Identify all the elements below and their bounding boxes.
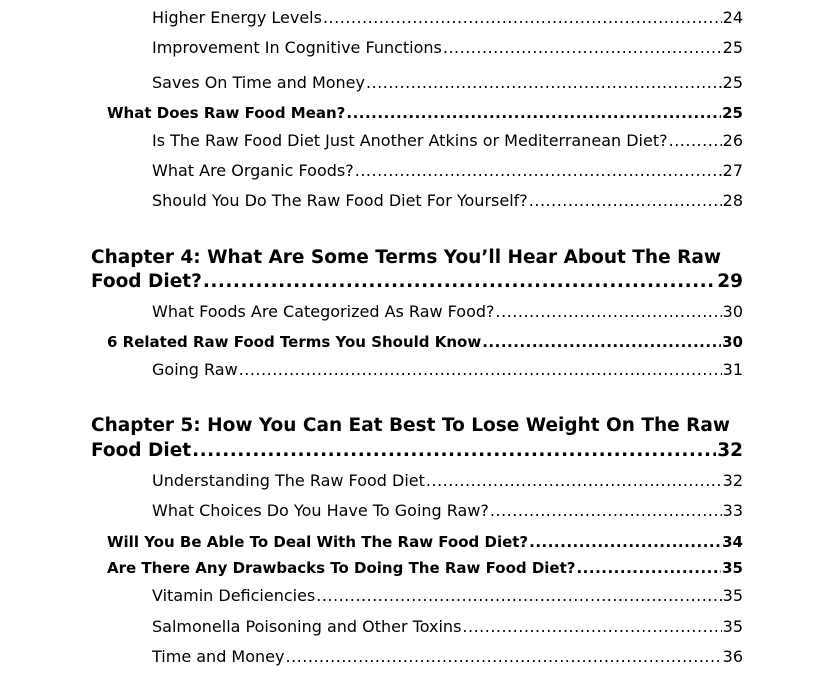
toc-entry-page: 35 (722, 586, 743, 605)
toc-section-page: 35 (722, 559, 743, 577)
toc-entry-page: 26 (722, 131, 743, 150)
toc-entry-title: What Are Organic Foods? (152, 161, 354, 180)
toc-entry-title: Vitamin Deficiencies (152, 586, 316, 605)
toc-chapter[interactable] (91, 439, 743, 463)
toc-entry[interactable] (152, 160, 743, 182)
toc-entry[interactable] (152, 585, 743, 607)
toc-entry-title: What Choices Do You Have To Going Raw? (152, 501, 489, 520)
leader-dots (192, 439, 716, 463)
leader-dots (366, 72, 722, 94)
toc-section-page: 25 (722, 104, 743, 122)
toc-section[interactable] (107, 332, 743, 352)
toc-entry-title: Improvement In Cognitive Functions (152, 38, 442, 57)
leader-dots (285, 646, 721, 668)
leader-dots (529, 190, 722, 212)
toc-section-title: 6 Related Raw Food Terms You Should Know (107, 333, 482, 351)
toc-section-title: Are There Any Drawbacks To Doing The Raw Food Diet? (107, 559, 576, 577)
toc-entry-page: 36 (722, 647, 743, 666)
toc-entry[interactable] (152, 301, 743, 323)
toc-entry[interactable] (152, 190, 743, 212)
toc-entry-page: 25 (722, 73, 743, 92)
toc-section[interactable] (107, 558, 743, 578)
toc-entry-page: 24 (722, 8, 743, 27)
toc-section-title: What Does Raw Food Mean? (107, 104, 346, 122)
leader-dots (529, 532, 721, 552)
leader-dots (443, 37, 722, 59)
toc-entry[interactable] (152, 7, 743, 29)
toc-entry[interactable] (152, 130, 743, 152)
leader-dots (346, 103, 721, 123)
leader-dots (203, 270, 716, 294)
toc-entry[interactable] (152, 616, 743, 638)
chapter-5-title[interactable]: Chapter 5: How You Can Eat Best To Lose Weight On The Raw (91, 415, 730, 436)
leader-dots (316, 585, 721, 607)
toc-entry-title: Higher Energy Levels (152, 8, 322, 27)
toc-entry-page: 25 (722, 38, 743, 57)
toc-section[interactable] (107, 532, 743, 552)
toc-entry-title: Understanding The Raw Food Diet (152, 471, 425, 490)
toc-entry-page: 27 (722, 161, 743, 180)
toc-section-page: 34 (722, 533, 743, 551)
chapter-5-page: 32 (717, 440, 743, 461)
leader-dots (462, 616, 721, 638)
chapter-4-page: 29 (717, 271, 743, 292)
leader-dots (490, 500, 722, 522)
toc-entry[interactable] (152, 37, 743, 59)
toc-entry[interactable] (152, 646, 743, 668)
leader-dots (482, 332, 721, 352)
toc-entry-title: Saves On Time and Money (152, 73, 365, 92)
leader-dots (239, 359, 722, 381)
toc-chapter[interactable] (91, 270, 743, 294)
toc-entry-title: Time and Money (152, 647, 285, 666)
toc-entry-page: 30 (722, 302, 743, 321)
leader-dots (576, 558, 721, 578)
toc-entry-title: What Foods Are Categorized As Raw Food? (152, 302, 495, 321)
chapter-4-title-continued: Food Diet? (91, 271, 202, 292)
toc-entry-title: Going Raw (152, 360, 238, 379)
toc-entry-page: 33 (722, 501, 743, 520)
toc-entry-page: 31 (722, 360, 743, 379)
toc-entry-page: 32 (722, 471, 743, 490)
toc-entry-page: 35 (722, 617, 743, 636)
toc-entry-page: 28 (722, 191, 743, 210)
chapter-4-title[interactable]: Chapter 4: What Are Some Terms You’ll Hear About The Raw (91, 247, 721, 268)
leader-dots (669, 130, 722, 152)
toc-entry-title: Is The Raw Food Diet Just Another Atkins or Mediterranean Diet? (152, 131, 668, 150)
leader-dots (496, 301, 722, 323)
chapter-5-title-continued: Food Diet (91, 440, 192, 461)
leader-dots (355, 160, 722, 182)
toc-section-page: 30 (722, 333, 743, 351)
toc-entry[interactable] (152, 72, 743, 94)
leader-dots (426, 470, 722, 492)
toc-entry[interactable] (152, 470, 743, 492)
toc-section-title: Will You Be Able To Deal With The Raw Food Diet? (107, 533, 529, 551)
toc-entry-title: Should You Do The Raw Food Diet For Yourself? (152, 191, 528, 210)
toc-section[interactable] (107, 103, 743, 123)
toc-entry-title: Salmonella Poisoning and Other Toxins (152, 617, 462, 636)
toc-entry[interactable] (152, 359, 743, 381)
toc-entry[interactable] (152, 500, 743, 522)
leader-dots (323, 7, 722, 29)
